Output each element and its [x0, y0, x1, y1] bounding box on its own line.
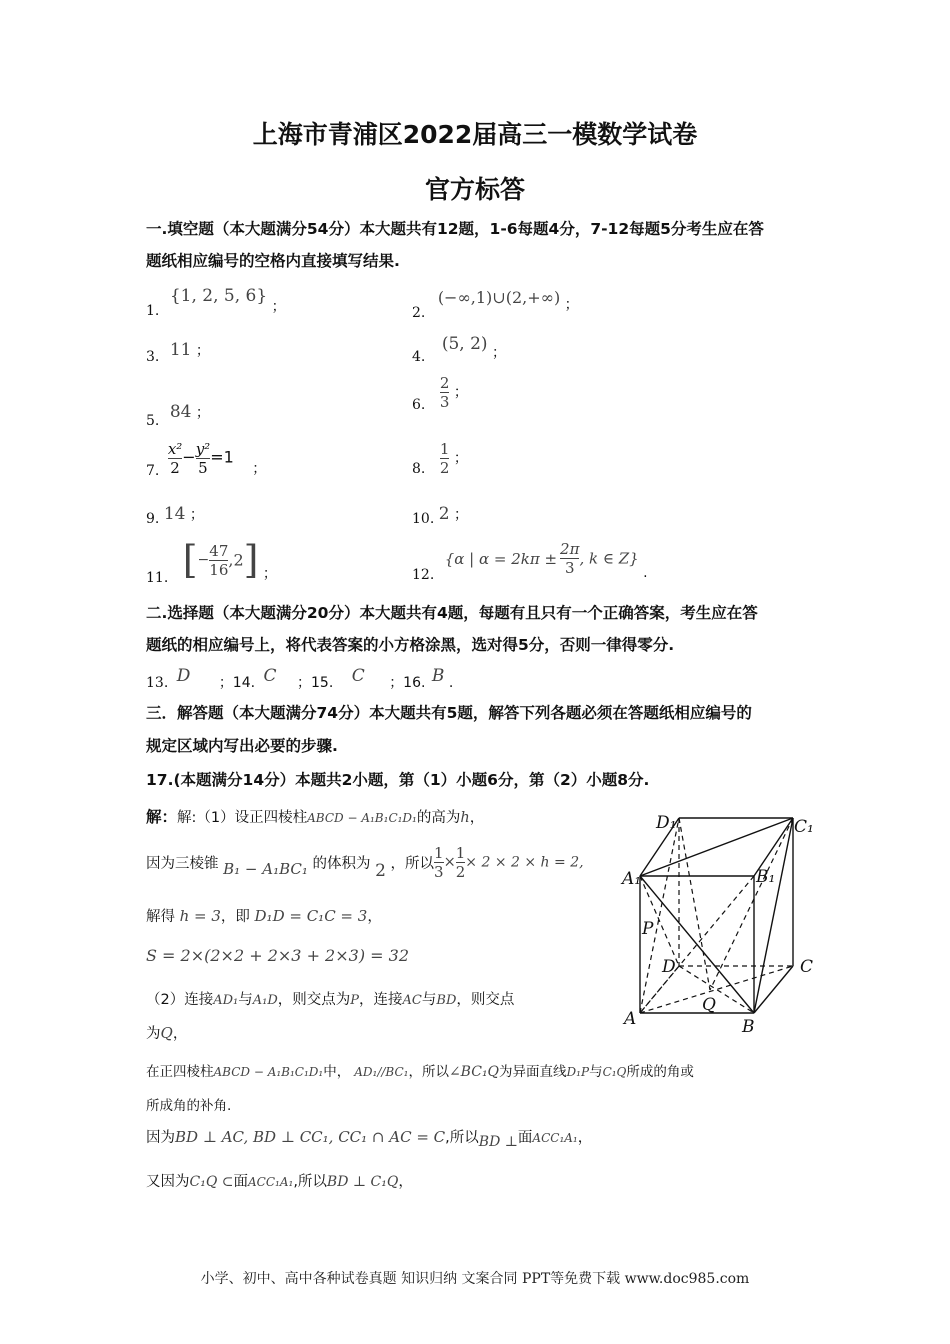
section2-line1: 二.选择题（本大题满分20分）本大题共有4题，每题有且只有一个正确答案，考生应在答 [146, 604, 758, 622]
edge-c1q [710, 818, 793, 990]
edge-a1b [640, 876, 754, 1013]
section3-line1: 三．解答题（本大题满分74分）本大题共有5题，解答下列各题必须在答题纸相应编号的 [146, 704, 752, 722]
fraction-2-3: $\frac{2}{3}$ [439, 374, 450, 411]
prism-figure [612, 800, 834, 1040]
label-Q: Q [702, 995, 716, 1015]
label-B: B [742, 1017, 755, 1037]
label-A1: A₁ [622, 869, 642, 889]
fraction-1-2: $\frac{1}{2}$ [439, 440, 450, 477]
answer-5: 5. 84 ； [146, 402, 210, 429]
label-A: A [624, 1009, 637, 1029]
answer-7: 7. $\frac{\text{x²}}{2}$ − $\frac{\text{y²}}{5}$ =1 ； [146, 440, 267, 479]
edge-db [679, 966, 754, 1013]
page-subtitle: 官方标答 [424, 175, 525, 204]
label-C: C [800, 957, 814, 977]
answer-4: 4. (5, 2) ； [412, 334, 506, 365]
footer-text: 小学、初中、高中各种试卷真题 知识归纳 文案合同 PPT等免费下载 www.doc985.com [200, 1271, 750, 1287]
answer-8: 8. $\frac{1}{2}$ ； [412, 440, 468, 477]
solution-line-6: 为Q， [146, 1024, 188, 1042]
section3-line2: 规定区域内写出必要的步骤. [146, 737, 338, 755]
solution-line-4: S = 2×(2×2 + 2×3 + 2×3) = 32 [146, 946, 409, 965]
choice-answers: 13. D ；14. C ；15. C ；16. B . [146, 666, 454, 691]
answer-6: 6. $\frac{2}{3}$ ； [412, 374, 468, 413]
edge-d1q [679, 818, 710, 990]
answer-10: 10. 2 ； [412, 504, 468, 527]
solution-line-3: 解得 h = 3，即 D₁D = C₁C = 3， [146, 907, 382, 925]
answer-2: 2. (−∞,1)∪(2,+∞) ； [412, 288, 579, 321]
question-17-header: 17.(本题满分14分）本题共2小题，第（1）小题6分，第（2）小题8分. [146, 771, 650, 789]
label-D1: D₁ [656, 813, 677, 833]
solution-line-10: 又因为C₁Q ⊂面ACC₁A₁,所以BD ⊥ C₁Q， [146, 1174, 413, 1190]
answer-1: 1. {1, 2, 5, 6} ； [146, 286, 286, 319]
section2-line2: 题纸的相应编号上，将代表答案的小方格涂黑，选对得5分，否则一律得零分. [146, 636, 675, 654]
answer-9: 9. 14 ； [146, 504, 204, 527]
label-P: P [642, 919, 654, 939]
answer-11: 11. [− $\frac{47}{16}$ ,2] ； [146, 538, 277, 586]
solution-line-9: 因为BD ⊥ AC, BD ⊥ CC₁, CC₁ ∩ AC = C,所以BD ⊥面ACC₁A₁， [146, 1128, 593, 1150]
label-C1: C₁ [794, 817, 814, 837]
label-D: D [662, 957, 676, 977]
page-title: 上海市青浦区2022届高三一模数学试卷 [252, 120, 698, 149]
answer-12: 12. {α | α = 2kπ ± $\frac{2\pi}{3}$ , k ∈ Z} . [412, 540, 648, 583]
edge-bc [754, 966, 793, 1013]
solution-line-5: （2）连接AD₁与A₁D，则交点为P，连接AC与BD，则交点 [146, 992, 515, 1008]
solution-line-8: 所成角的补角. [146, 1098, 232, 1114]
solution-line-7: 在正四棱柱ABCD − A₁B₁C₁D₁中， AD₁//BC₁，所以∠BC₁Q为异面直线D₁P与C₁Q所成的角或 [146, 1064, 694, 1080]
section1-line1: 一.填空题（本大题满分54分）本大题共有12题，1-6每题4分，7-12每题5分考生应在答 [146, 220, 764, 238]
solution-line-2: 因为三棱锥 B₁ − A₁BC₁ 的体积为 2 ，所以 $\frac{1}{3}$ × $\frac{1}{2}$ × 2 × 2 × h = 2, [146, 844, 584, 881]
solution-line-1: 解：解:（1）设正四棱柱ABCD − A₁B₁C₁D₁的高为h， [146, 808, 485, 826]
label-B1: B₁ [756, 867, 776, 887]
section1-line2: 题纸相应编号的空格内直接填写结果. [146, 252, 400, 270]
answer-3: 3. 11 ； [146, 340, 210, 365]
